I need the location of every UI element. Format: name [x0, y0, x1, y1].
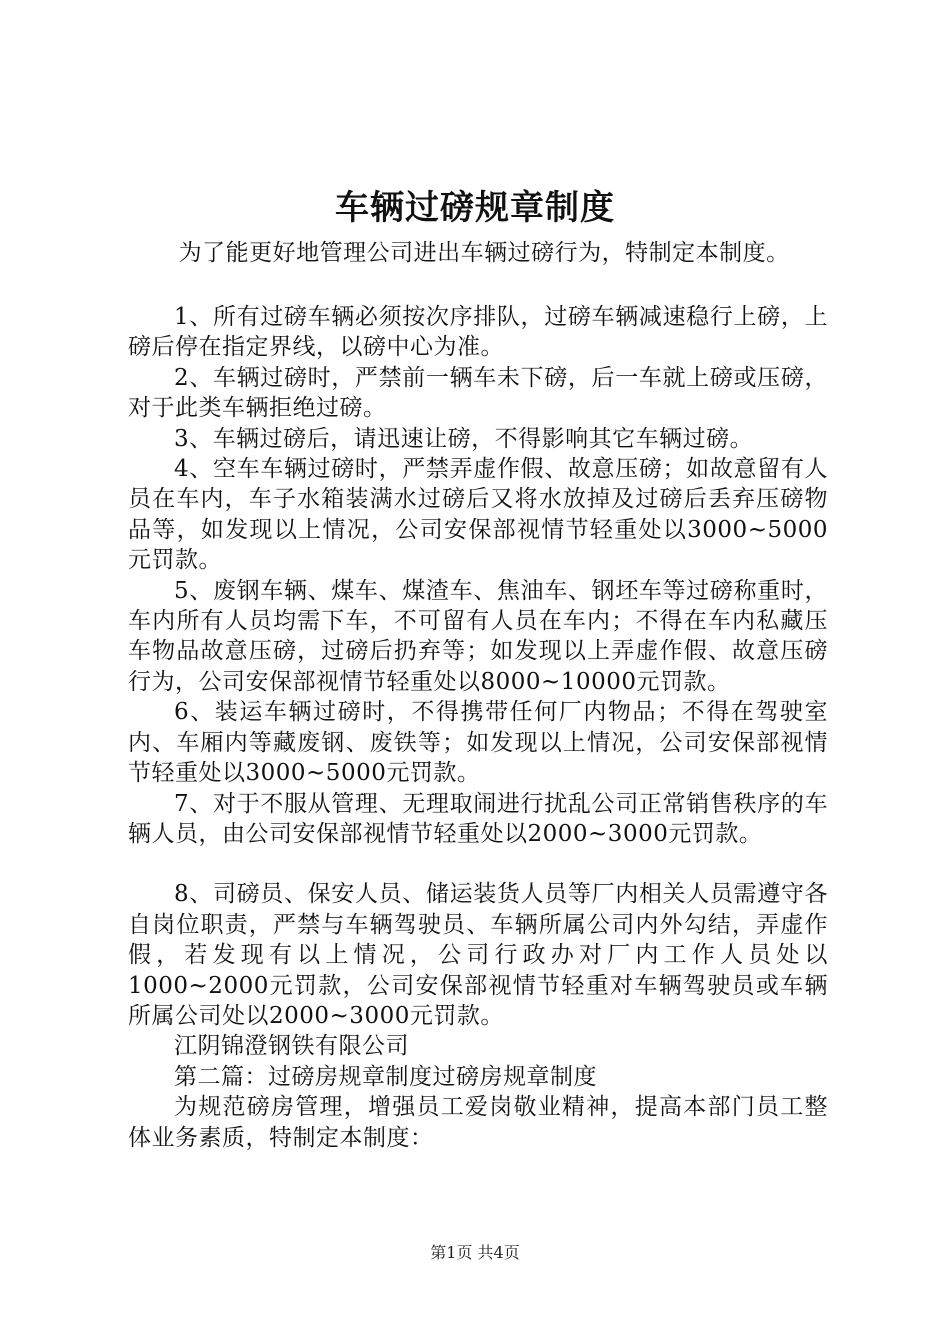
section-two-intro: 为规范磅房管理，增强员工爱岗敬业精神，提高本部门员工整体业务素质，特制定本制度： — [128, 1094, 828, 1151]
rule-paragraph-1: 1、所有过磅车辆必须按次序排队，过磅车辆减速稳行上磅，上磅后停在指定界线，以磅中心为准。 — [128, 304, 828, 361]
intro-paragraph: 为了能更好地管理公司进出车辆过磅行为，特制定本制度。 — [178, 240, 790, 266]
rule-paragraph-5: 5、废钢车辆、煤车、煤渣车、焦油车、钢坯车等过磅称重时，车内所有人员均需下车，不可留有人员在车内；不得在车内私藏压车物品故意压磅，过磅后扔弃等；如发现以上弄虚作假、故意压磅行为，公司安保部视情节轻重处以8000~10000元罚款。 — [128, 577, 828, 695]
document-title: 车辆过磅规章制度 — [335, 188, 615, 228]
rule-paragraph-6: 6、装运车辆过磅时，不得携带任何厂内物品；不得在驾驶室内、车厢内等藏废钢、废铁等；如发现以上情况，公司安保部视情节轻重处以3000~5000元罚款。 — [128, 699, 828, 787]
rule-paragraph-4: 4、空车车辆过磅时，严禁弄虚作假、故意压磅；如故意留有人员在车内，车子水箱装满水过磅后又将水放掉及过磅后丢弃压磅物品等，如发现以上情况，公司安保部视情节轻重处以3000~5000元罚款。 — [128, 456, 828, 574]
page-footer: 第1页 共4页 — [430, 1243, 520, 1262]
company-name: 江阴锦澄钢铁有限公司 — [174, 1033, 409, 1060]
rule-paragraph-8: 8、司磅员、保安人员、储运装货人员等厂内相关人员需遵守各自岗位职责，严禁与车辆驾驶员、车辆所属公司内外勾结，弄虚作假，若发现有以上情况，公司行政办对厂内工作人员处以1000~2000元罚款，公司安保部视情节轻重对车辆驾驶员或车辆所属公司处以2000~3000元罚款。 — [128, 881, 828, 1029]
rule-paragraph-7: 7、对于不服从管理、无理取闹进行扰乱公司正常销售秩序的车辆人员，由公司安保部视情节轻重处以2000~3000元罚款。 — [128, 790, 828, 847]
paragraph-gap — [128, 849, 828, 879]
rule-paragraph-2: 2、车辆过磅时，严禁前一辆车未下磅，后一车就上磅或压磅，对于此类车辆拒绝过磅。 — [128, 364, 828, 422]
section-two-heading: 第二篇：过磅房规章制度过磅房规章制度 — [174, 1063, 597, 1090]
rule-paragraph-3: 3、车辆过磅后，请迅速让磅，不得影响其它车辆过磅。 — [174, 425, 754, 452]
rules-body — [128, 302, 828, 1153]
